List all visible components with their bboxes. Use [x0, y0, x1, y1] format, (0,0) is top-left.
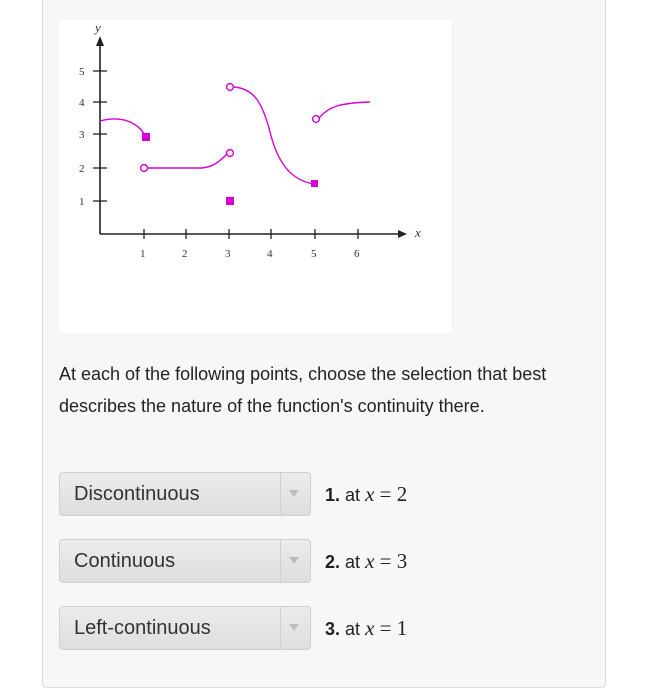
continuity-select-1[interactable]	[59, 472, 311, 516]
open-point-x3-upper	[227, 84, 234, 91]
chevron-down-icon	[289, 557, 299, 564]
math-operator: =	[379, 616, 392, 640]
question-row-3	[59, 606, 539, 650]
y-tick-label-2: 2	[79, 163, 85, 175]
continuity-select-3[interactable]	[59, 606, 311, 650]
question-prefix: at	[345, 485, 361, 505]
open-point-x3-lower	[227, 150, 234, 157]
question-math	[365, 482, 407, 506]
curve-segment-s	[233, 87, 314, 184]
x-tick-label-5: 5	[311, 248, 317, 260]
curve-segment-right	[319, 102, 370, 118]
question-number: 2.	[325, 552, 341, 572]
math-variable: x	[365, 482, 375, 506]
open-point-x5	[313, 116, 320, 123]
math-operator: =	[379, 482, 392, 506]
curve-segment-middle	[147, 153, 228, 168]
question-prefix: at	[345, 619, 361, 639]
filled-point-x1	[142, 133, 150, 141]
x-axis-label: x	[415, 225, 421, 240]
graph-svg	[59, 20, 451, 333]
chevron-down-icon	[289, 490, 299, 497]
x-tick-label-1: 1	[140, 248, 146, 260]
open-point-x1	[141, 165, 148, 172]
x-axis-arrow	[398, 230, 407, 238]
y-tick-label-1: 1	[79, 196, 85, 208]
math-operator: =	[379, 549, 392, 573]
question-row-1	[59, 472, 539, 516]
select-divider	[280, 540, 281, 582]
x-tick-label-2: 2	[182, 248, 188, 260]
y-tick-label-3: 3	[79, 129, 85, 141]
math-value: 2	[396, 482, 408, 506]
question-row-2	[59, 539, 539, 583]
select-divider	[280, 607, 281, 649]
chevron-down-icon	[289, 624, 299, 631]
question-number: 3.	[325, 619, 341, 639]
question-label-1	[325, 472, 407, 517]
y-axis-label: y	[95, 20, 101, 35]
question-prefix: at	[345, 552, 361, 572]
y-ticks	[79, 66, 107, 208]
selected-value: Discontinuous	[74, 483, 200, 505]
filled-point-x5	[311, 180, 318, 187]
instructions-text: At each of the following points, choose the selection that best describes the nature of the function's continuity there.	[59, 364, 547, 416]
math-value: 1	[396, 616, 408, 640]
x-tick-label-6: 6	[354, 248, 360, 260]
x-tick-label-3: 3	[225, 248, 231, 260]
y-axis-arrow	[96, 36, 104, 46]
math-value: 3	[396, 549, 408, 573]
selected-value: Continuous	[74, 550, 176, 572]
continuity-select-2[interactable]	[59, 539, 311, 583]
y-tick-label-5: 5	[79, 66, 85, 78]
y-tick-label-4: 4	[79, 97, 85, 109]
math-variable: x	[365, 616, 375, 640]
select-divider	[280, 473, 281, 515]
question-label-2	[325, 539, 407, 584]
question-math	[365, 549, 407, 573]
function-graph	[59, 20, 451, 333]
x-tick-label-4: 4	[267, 248, 273, 260]
question-math	[365, 616, 407, 640]
selected-value: Left-continuous	[74, 617, 211, 639]
filled-point-x3	[226, 197, 234, 205]
question-label-3	[325, 606, 407, 651]
question-number: 1.	[325, 485, 341, 505]
math-variable: x	[365, 549, 375, 573]
